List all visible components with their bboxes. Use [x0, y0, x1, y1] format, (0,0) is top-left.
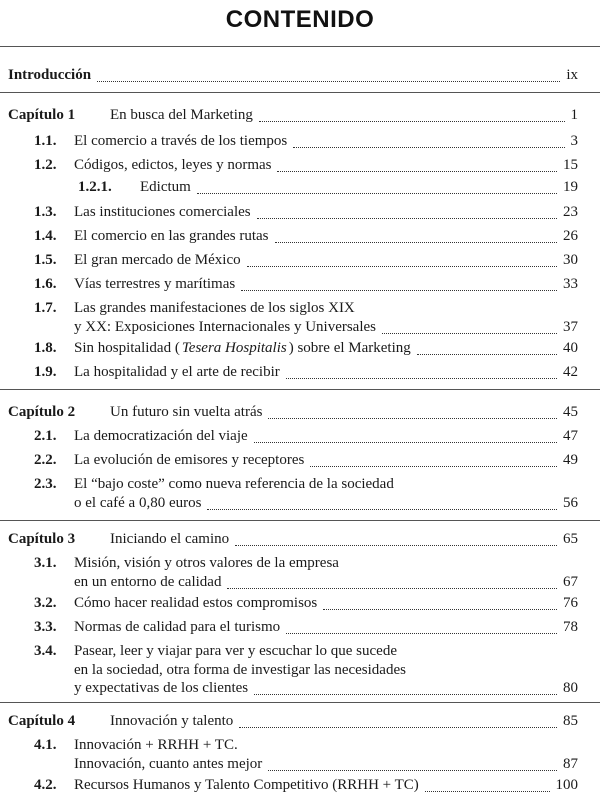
toc-dot-leader: [254, 676, 557, 695]
toc-entry-title: El “bajo coste” como nueva referencia de la sociedad: [74, 476, 394, 492]
toc-dot-leader: [268, 400, 557, 419]
toc-entry-title: Códigos, edictos, leyes y normas: [74, 157, 272, 173]
toc-entry-number: Capítulo 1: [8, 107, 76, 123]
toc-page-number: 3: [570, 133, 578, 149]
toc-dot-leader: [257, 200, 557, 219]
toc-page-number: 23: [563, 204, 578, 220]
toc-page-number: 87: [563, 755, 578, 772]
toc-entry-title: Innovación y talento: [110, 713, 234, 729]
toc-entry-number: 1.8.: [34, 340, 57, 356]
toc-entry-number: 2.2.: [34, 452, 57, 468]
toc-entry-number: 1.4.: [34, 228, 57, 244]
toc-page-number: 26: [563, 228, 578, 244]
toc-entry-number: 3.1.: [34, 555, 57, 571]
toc-dot-leader: [293, 129, 564, 148]
toc-entry-number: 1.9.: [34, 364, 57, 380]
toc-dot-leader: [382, 315, 557, 334]
toc-dot-leader: [207, 491, 557, 510]
toc-page-number: 45: [563, 404, 578, 420]
toc-entry-title: Edictum: [140, 179, 191, 195]
toc-entry-title: El comercio en las grandes rutas: [74, 228, 269, 244]
toc-entry-title: El gran mercado de México: [74, 252, 241, 268]
toc-dot-leader: [97, 63, 560, 82]
toc-dot-leader: [268, 752, 557, 771]
toc-page-number: 56: [563, 494, 578, 511]
toc-entry-number: 4.1.: [34, 737, 57, 753]
toc-entry-title: Normas de calidad para el turismo: [74, 619, 281, 635]
toc-page-number: 40: [563, 340, 578, 356]
toc-entry-number: 3.3.: [34, 619, 57, 635]
toc-dot-leader: [235, 527, 557, 546]
toc-entry-number: 2.3.: [34, 476, 57, 492]
toc-entry-title: Innovación + RRHH + TC.: [74, 737, 238, 753]
toc-page-number: 33: [563, 276, 578, 292]
toc-entry-title: Las instituciones comerciales: [74, 204, 251, 220]
toc-page-number: ix: [566, 67, 578, 83]
toc-dot-leader: [227, 570, 557, 589]
toc-page-number: 19: [563, 179, 578, 195]
toc-entry-title: La evolución de emisores y receptores: [74, 452, 305, 468]
toc-page-number: 1: [570, 107, 578, 123]
toc-entry-title: Iniciando el camino: [110, 531, 230, 547]
toc-page-number: 80: [563, 680, 578, 696]
toc-dot-leader: [275, 224, 557, 243]
section-divider: [0, 520, 600, 521]
toc-page-number: 37: [563, 318, 578, 335]
toc-dot-leader: [323, 591, 557, 610]
toc-entry-number: 2.1.: [34, 428, 57, 444]
toc-dot-leader: [241, 272, 557, 291]
section-divider: [0, 702, 600, 703]
toc-page-number: 78: [563, 619, 578, 635]
toc-entry-number: Capítulo 2: [8, 404, 76, 420]
toc-entry-title: El comercio a través de los tiempos: [74, 133, 288, 149]
toc-entry-title: y XX: Exposiciones Internacionales y Universales: [74, 318, 376, 335]
toc-entry-title: Un futuro sin vuelta atrás: [110, 404, 263, 420]
toc-dot-leader: [286, 615, 557, 634]
toc-entry-number: 3.2.: [34, 595, 57, 611]
toc-entry-number: Capítulo 3: [8, 531, 76, 547]
section-divider: [0, 92, 600, 93]
toc-page-number: 49: [563, 452, 578, 468]
toc-entry-title: Vías terrestres y marítimas: [74, 276, 236, 292]
toc-entry-title: Introducción: [8, 67, 92, 83]
toc-dot-leader: [286, 360, 557, 379]
toc-entry-number: 1.1.: [34, 133, 57, 149]
toc-page-number: 47: [563, 428, 578, 444]
toc-entry-title: En busca del Marketing: [110, 107, 253, 123]
toc-entry-number: 1.6.: [34, 276, 57, 292]
toc-entry-title: La democratización del viaje: [74, 428, 248, 444]
title-rule: [0, 46, 600, 47]
toc-entry-number: 1.5.: [34, 252, 57, 268]
toc-entry-title: Cómo hacer realidad estos compromisos: [74, 595, 318, 611]
toc-dot-leader: [310, 448, 557, 467]
toc-page-number: 76: [563, 595, 578, 611]
toc-page-number: 15: [563, 157, 578, 173]
toc-dot-leader: [417, 336, 557, 355]
toc-entry-title: en un entorno de calidad: [74, 573, 222, 590]
toc-entry-title: Pasear, leer y viajar para ver y escuchar lo que sucede: [74, 643, 397, 659]
toc-page-number: 67: [563, 573, 578, 590]
toc-entry-number: 1.3.: [34, 204, 57, 220]
toc-entry-title: en la sociedad, otra forma de investigar las necesidades: [74, 661, 406, 678]
toc-entry-number: Capítulo 4: [8, 713, 76, 729]
toc-entry-title: Recursos Humanos y Talento Competitivo (RRHH + TC): [74, 777, 419, 793]
toc-page-number: 85: [563, 713, 578, 729]
toc-entry-title: Innovación, cuanto antes mejor: [74, 755, 263, 772]
toc-entry-title: La hospitalidad y el arte de recibir: [74, 364, 280, 380]
toc-page-number: 65: [563, 531, 578, 547]
toc-dot-leader: [254, 424, 557, 443]
toc-entry-number: 1.2.: [34, 157, 57, 173]
toc-entry-title: o el café a 0,80 euros: [74, 494, 202, 511]
page-title: CONTENIDO: [225, 6, 375, 33]
toc-entry-title: Misión, visión y otros valores de la empresa: [74, 555, 339, 571]
toc-entry-number: 1.2.1.: [78, 179, 112, 195]
toc-dot-leader: [247, 248, 557, 267]
toc-dot-leader: [425, 773, 550, 792]
toc-dot-leader: [197, 175, 557, 194]
toc-entry-number: 4.2.: [34, 777, 57, 793]
toc-entry-title: y expectativas de los clientes: [74, 680, 249, 696]
toc-page-number: 42: [563, 364, 578, 380]
toc-page-number: 100: [555, 777, 578, 793]
toc-entry-title: Las grandes manifestaciones de los siglos XIX: [74, 300, 355, 316]
toc-dot-leader: [259, 103, 565, 122]
toc-dot-leader: [239, 709, 557, 728]
toc-dot-leader: [277, 153, 557, 172]
section-divider: [0, 389, 600, 390]
toc-entry-number: 3.4.: [34, 643, 57, 659]
toc-entry-title: Sin hospitalidad ( Tesera Hospitalis ) sobre el Marketing: [74, 340, 411, 356]
toc-page-number: 30: [563, 252, 578, 268]
toc-entry-number: 1.7.: [34, 300, 57, 316]
